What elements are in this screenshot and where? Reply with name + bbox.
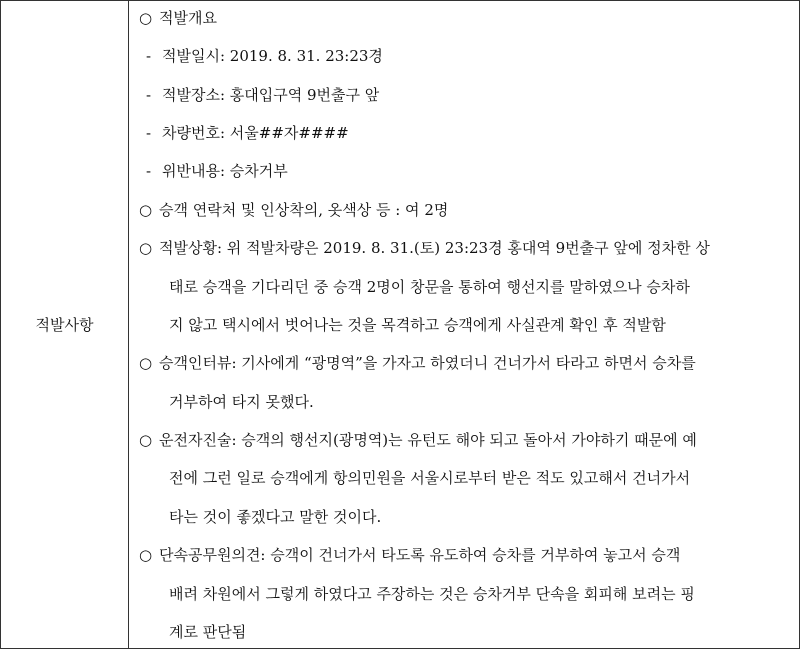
interview-text-1: 승객인터뷰: 기사에게 “광명역”을 가자고 하였더니 건너가서 타라고 하면서 승차를 [159, 354, 696, 372]
content-cell [129, 1, 799, 648]
officer-line-2 [169, 584, 695, 604]
row-label-cell [1, 1, 129, 648]
overview-title-line [139, 8, 217, 28]
row-label: 적발사항 [35, 316, 94, 334]
driver-text-1: 운전자진술: 승객의 행선지(광명역)는 유턴도 해야 되고 돌아서 가야하기 때문에 예 [159, 431, 697, 449]
driver-line-2 [169, 468, 690, 488]
bullet-icon: ○ [139, 546, 153, 564]
vehicle-number: 차량번호: 서울##자#### [162, 124, 349, 142]
bullet-icon: ○ [139, 9, 153, 27]
place-line [146, 85, 379, 105]
situation-line-2 [169, 277, 690, 297]
bullet-icon: ○ [139, 239, 153, 257]
driver-text-3: 타는 것이 좋겠다고 말한 것이다. [169, 508, 382, 526]
bullet-icon: ○ [139, 354, 153, 372]
situation-line-1 [139, 238, 710, 258]
passenger-info: 승객 연락처 및 인상착의, 옷색상 등 : 여 2명 [159, 201, 449, 219]
bullet-icon: ○ [139, 201, 153, 219]
violation-content: 위반내용: 승차거부 [162, 162, 288, 180]
interview-line-1 [139, 353, 696, 373]
dash-icon: - [146, 124, 152, 142]
dash-icon: - [146, 47, 152, 65]
overview-title: 적발개요 [159, 9, 217, 27]
bullet-icon: ○ [139, 431, 153, 449]
detection-date: 적발일시: 2019. 8. 31. 23:23경 [162, 47, 383, 65]
driver-line-1 [139, 430, 697, 450]
interview-text-2: 거부하여 타지 못했다. [169, 393, 314, 411]
officer-text-3: 계로 판단됨 [169, 623, 247, 641]
officer-text-2: 배려 차원에서 그렇게 하였다고 주장하는 것은 승차거부 단속을 회피해 보려는 핑 [169, 585, 695, 603]
officer-line-3 [169, 622, 246, 642]
dash-icon: - [146, 86, 152, 104]
violation-line [146, 161, 288, 181]
passenger-info-line [139, 200, 448, 220]
situation-text-1: 적발상황: 위 적발차량은 2019. 8. 31.(토) 23:23경 홍대역 9번출구 앞에 정차한 상 [159, 239, 710, 257]
driver-text-2: 전에 그런 일로 승객에게 항의민원을 서울시로부터 받은 적도 있고해서 건너가서 [169, 469, 691, 487]
detection-place: 적발장소: 홍대입구역 9번출구 앞 [162, 86, 380, 104]
driver-line-3 [169, 507, 381, 527]
dash-icon: - [146, 162, 152, 180]
situation-text-3: 지 않고 택시에서 벗어나는 것을 목격하고 승객에게 사실관계 확인 후 적발함 [169, 316, 666, 334]
interview-line-2 [169, 392, 314, 412]
date-line [146, 46, 383, 66]
situation-line-3 [169, 315, 666, 335]
situation-text-2: 태로 승객을 기다리던 중 승객 2명이 창문을 통하여 행선지를 말하였으나 승차하 [169, 278, 690, 296]
vehicle-line [146, 123, 349, 143]
officer-line-1 [139, 545, 680, 565]
officer-text-1: 단속공무원의견: 승객이 건너가서 타도록 유도하여 승차를 거부하여 놓고서 승객 [159, 546, 681, 564]
